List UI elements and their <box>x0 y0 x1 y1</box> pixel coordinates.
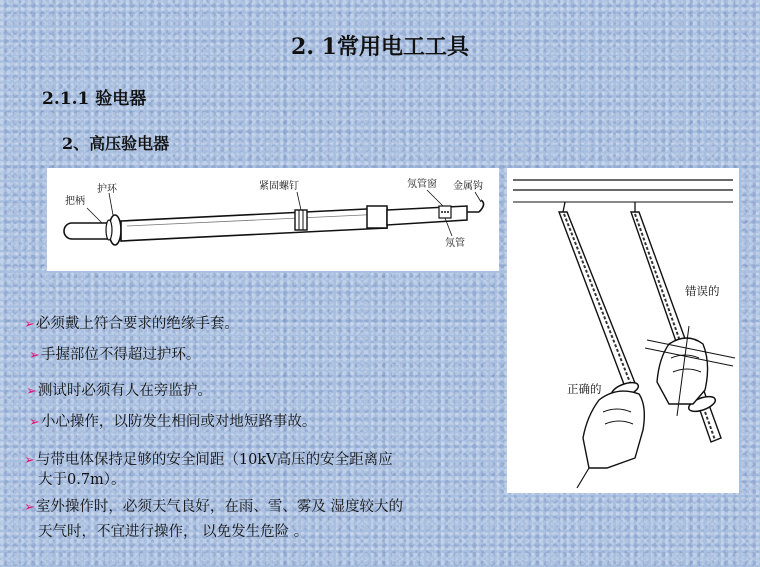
label-wrong: 错误的 <box>685 284 720 298</box>
arrow-bullet-icon: ➢ <box>24 500 35 515</box>
bullet-item: ➢室外操作时，必须天气良好，在雨、雪、雾及 湿度较大的 <box>24 499 404 515</box>
bullet-item: ➢手握部位不得超过护环。 <box>29 347 201 363</box>
arrow-bullet-icon: ➢ <box>24 453 35 468</box>
arrow-bullet-icon: ➢ <box>24 317 35 332</box>
arrow-bullet-icon: ➢ <box>26 384 37 399</box>
label-guard-ring: 护环 <box>97 184 117 195</box>
arrow-bullet-icon: ➢ <box>29 415 40 430</box>
page-title: 2. 1常用电工工具 <box>291 34 469 60</box>
label-metal-hook: 金属钩 <box>453 181 483 192</box>
bullet-continuation: 大于0.7m）。 <box>38 472 126 488</box>
glove-correct <box>583 391 644 468</box>
label-fastening-screw: 紧固螺钉 <box>259 181 299 192</box>
label-neon-window: 氖管窗 <box>407 179 437 190</box>
glove-wrong <box>657 338 708 404</box>
label-neon-tube: 氖管 <box>445 238 465 249</box>
grip-illustration <box>507 168 739 493</box>
label-handle: 把柄 <box>65 196 85 207</box>
bullet-continuation: 天气时，不宜进行操作， 以免发生危险 。 <box>38 524 309 540</box>
section-heading: 2.1.1 验电器 <box>42 89 147 109</box>
arrow-bullet-icon: ➢ <box>29 348 40 363</box>
bullet-item: ➢测试时必须有人在旁监护。 <box>26 383 212 399</box>
tester-diagram <box>47 168 499 271</box>
subsection-heading: 2、高压验电器 <box>62 134 170 153</box>
bullet-item: ➢小心操作，以防发生相间或对地短路事故。 <box>29 414 317 430</box>
bullet-item: ➢必须戴上符合要求的绝缘手套。 <box>24 316 239 332</box>
bullet-item: ➢与带电体保持足够的安全间距（10kV高压的安全距离应 <box>24 452 393 468</box>
label-correct: 正确的 <box>567 382 602 396</box>
